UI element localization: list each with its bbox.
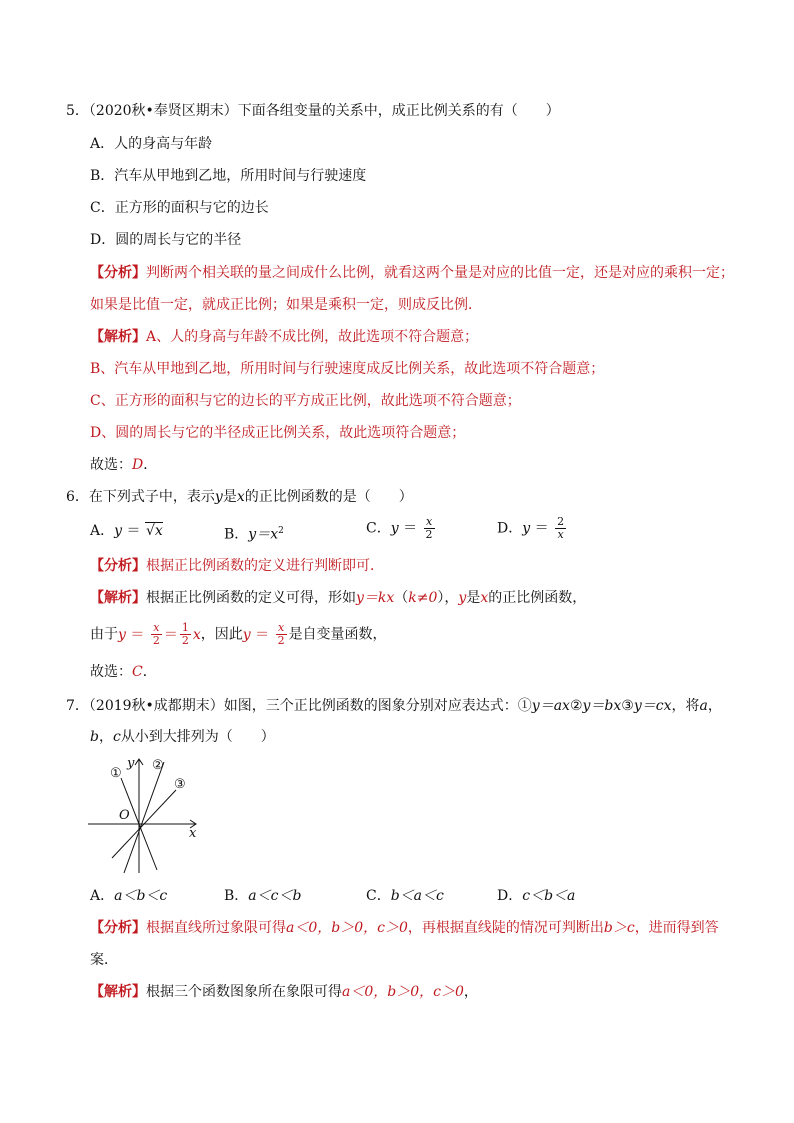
q5-solution-d: D、圆的周长与它的半径成正比例关系，故此选项符合题意； [90,425,466,441]
q7-marker-2: ② [569,698,583,714]
q6-sol-1e: 的正比例函数， [488,590,587,606]
q6-stem-b: 是 [222,489,237,505]
q5-stem: 5．（2020秋•奉贤区期末）下面各组变量的关系中，成正比例关系的有（ ） [66,103,560,119]
q6-sol-y: y [458,590,467,606]
label-circle-1: ① [110,766,122,781]
q7-option-b-label: B． [224,888,249,904]
q7-option-d-text: c＜b＜a [522,888,576,904]
label-circle-3: ③ [174,777,186,792]
q7-option-c-label: C． [366,888,391,904]
q5-option-b: B．汽车从甲地到乙地，所用时间与行驶速度 [90,168,367,184]
q6-option-b: B．$y=x^2$ [224,526,284,543]
q6-stem-a: 6．在下列式子中，表示 [66,489,215,505]
q6-option-d: D．y ＝ $\frac{2}{x}$ [497,515,565,541]
q7-solution-b: a＜0，b＞0，c＞0 [342,984,464,1000]
q7-analysis-line-2: 案． [90,952,118,968]
q6-sol-1c: ）， [437,590,459,606]
label-circle-2: ② [152,758,164,773]
q6-sol-2b: ，因此 [200,626,243,643]
origin-label: O [119,808,130,823]
q6-sol-x: x [480,590,489,606]
q6-analysis [90,556,384,576]
q6-analysis-text: 根据正比例函数的定义进行判断即可． [146,558,384,574]
q5-solution-a [90,327,478,347]
answer-value: C [132,664,143,680]
q6-option-a: A．y ＝ √x [90,523,163,539]
q7-solution-a: 根据三个函数图象所在象限可得 [146,984,342,1000]
analysis-tag: 【分析】 [90,558,146,574]
q7-analysis-1d: b＞c [603,920,635,936]
q5-solution-c: C、正方形的面积与它的边长的平方成正比例，故此选项不符合题意； [90,393,521,409]
q6-sol-k: k≠0 [408,590,438,606]
q7-stem-1d: ， [707,698,722,714]
q5-option-d: D．圆的周长与它的半径 [90,232,242,248]
q7-stem-2d: 从小到大排列为（ ） [120,729,275,745]
analysis-tag: 【分析】 [90,920,146,936]
q7-stem-1a: 7．（2019秋•成都期末）如图，三个正比例函数的图象分别对应表达式：① [66,698,532,714]
q6-sol-formula: y＝kx [356,590,395,606]
q7-option-c [366,886,444,906]
q7-var-b: b [90,729,99,745]
q7-graph [84,755,204,875]
q6-option-d-label: D． [497,520,523,537]
q7-analysis-1a: 根据直线所过象限可得 [146,920,286,936]
q6-sol-1b: （ [394,590,409,606]
q7-option-a [90,886,167,906]
analysis-tag: 【分析】 [90,265,146,281]
q7-analysis-1c: ，再根据直线陡的情况可判断出 [407,920,604,936]
q7-formula-2: y＝bx [582,698,622,714]
q5-solution-a-text: A、人的身高与年龄不成比例，故此选项不符合题意； [146,329,479,345]
q6-stem-c: 的正比例函数的是（ ） [244,489,413,505]
q7-option-a-text: a＜b＜c [114,888,168,904]
q6-option-c-label: C． [366,520,391,537]
q6-option-b-label: B． [224,526,249,543]
q7-option-b [224,886,301,906]
q5-option-a: A．人的身高与年龄 [90,136,213,152]
q7-analysis-line-1 [90,918,719,938]
q6-sol-1a: 根据正比例函数的定义可得，形如 [146,590,356,606]
answer-end: ． [143,457,158,473]
answer-value: D [132,457,144,473]
x-axis-label: x [189,826,197,841]
q6-stem [66,487,413,507]
answer-label: 故选： [90,664,132,680]
y-axis-label: y [127,756,135,771]
q7-solution-c: ， [463,984,478,1000]
q6-solution-1 [90,588,586,608]
q7-analysis-1e: ，进而得到答 [634,920,719,936]
q7-solution [90,982,478,1002]
q5-analysis-line-1 [90,263,734,283]
q7-option-c-text: b＜a＜c [390,888,444,904]
q7-stem-1b: ，将 [671,698,700,714]
q7-formula-1: y＝ax [531,698,570,714]
q6-sol-2c: 是自变量函数， [288,626,387,643]
q7-stem-2b: ， [98,729,113,745]
q7-option-b-text: a＜c＜b [248,888,302,904]
answer-end: ． [142,664,157,680]
q6-sol-1d: 是 [466,590,481,606]
q7-stem-line-1 [66,696,722,716]
q7-stem-line-2 [90,727,275,747]
line-2 [124,762,164,873]
solution-tag: 【解析】 [90,590,146,606]
q7-var-c: c [112,729,121,745]
q5-solution-b: B、汽车从甲地到乙地，所用时间与行驶速度成反比例关系，故此选项不符合题意； [90,361,605,377]
q7-marker-3: ③ [621,698,634,714]
answer-label: 故选： [90,457,132,473]
q6-answer [90,662,157,682]
q6-solution-2: 由于y ＝ $\frac{x}{2}$ ＝ $\frac{1}{2}$ x，因此y ＝ $\frac{x}{2}$ 是自变量函数， [90,621,387,647]
q6-stem-y: y [214,489,223,505]
q5-answer [90,455,157,475]
solution-tag: 【解析】 [90,984,146,1000]
q7-option-d-label: D． [497,888,523,904]
q7-option-d [497,886,575,906]
q5-analysis-text-1: 判断两个相关联的量之间成什么比例，就看这两个量是对应的比值一定，还是对应的乘积一定； [146,265,734,281]
q5-analysis-line-2: 如果是比值一定，就成正比例；如果是乘积一定，则成反比例． [90,297,482,313]
q6-option-a-label: A． [90,523,115,539]
q7-var-a: a [699,698,708,714]
q7-option-a-label: A． [90,888,115,904]
q6-option-c: C．y ＝ $\frac{x}{2}$ [366,515,433,541]
q7-analysis-1b: a＜0，b＞0，c＞0 [286,920,408,936]
solution-tag: 【解析】 [90,329,146,345]
q6-stem-x: x [236,489,245,505]
q7-formula-3: y＝cx [633,698,672,714]
q6-sol-2a: 由于 [90,626,118,643]
q5-option-c: C．正方形的面积与它的边长 [90,200,269,216]
